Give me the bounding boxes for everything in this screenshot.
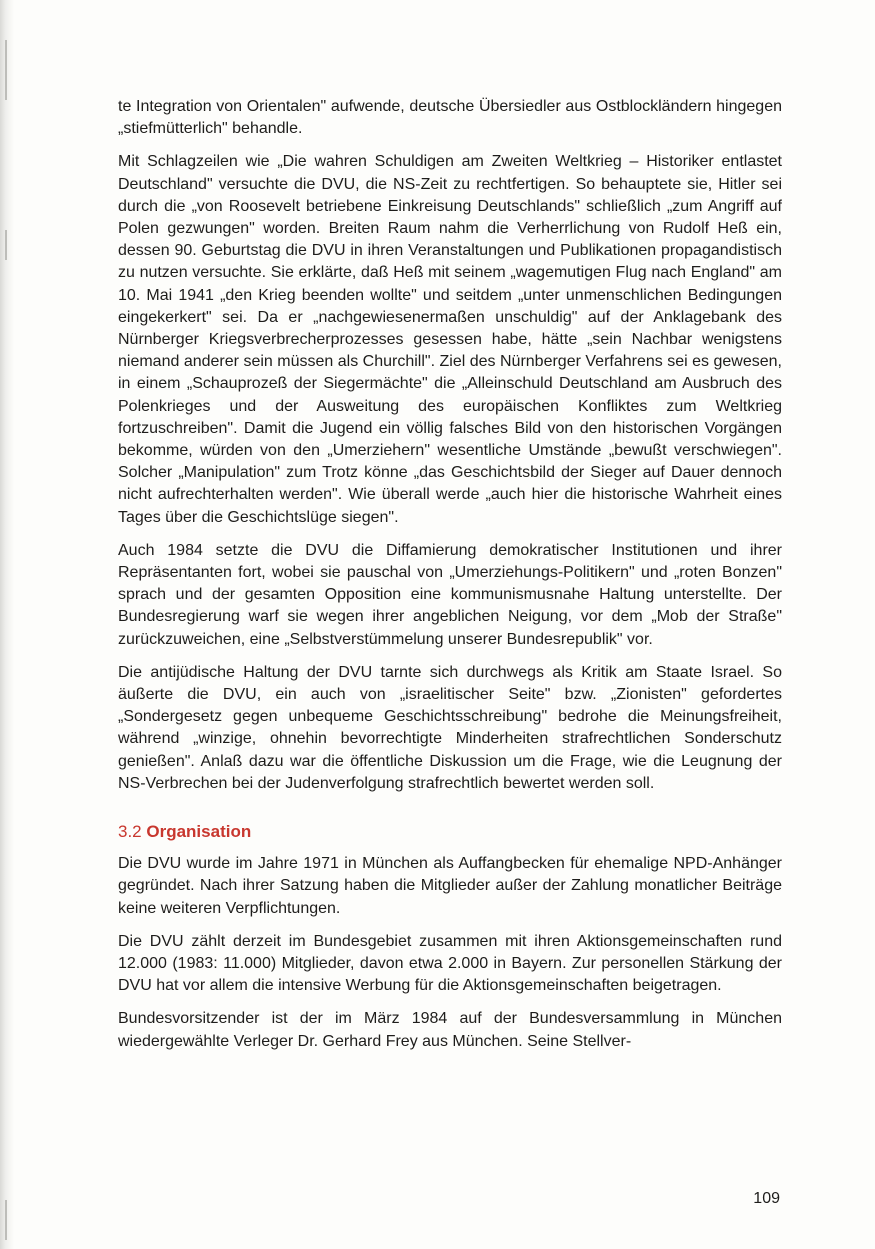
paragraph: Die DVU wurde im Jahre 1971 in München als Auffangbecken für ehemalige NPD-Anhänger gegründet. Nach ihrer Satzung haben die Mitglieder außer der Zahlung monatlicher Beiträge keine weiteren Verpflichtungen. xyxy=(118,855,782,917)
text-body xyxy=(118,96,782,1064)
section-number: 3.2 xyxy=(118,822,142,842)
page-binding-shadow xyxy=(0,0,14,1249)
paragraph: Auch 1984 setzte die DVU die Diffamierung demokratischer Institutionen und ihrer Repräsentanten fort, wobei sie pauschal von „Umerziehungs-Politikern" und „roten Bonzen" sprach und der gesamten Opposition eine kommunismusnahe Haltung unterstellte. Der Bundesregierung warf sie wegen ihrer angeblichen Neigung, vor dem „Mob der Straße" zurückzuweichen, eine „Selbstverstümmelung unserer Bundesrepublik" vor. xyxy=(118,541,782,648)
paragraph: te Integration von Orientalen" aufwende, deutsche Übersiedler aus Ostblockländern hingegen „stiefmütterlich" behandle. xyxy=(118,98,782,138)
scan-edge-mark xyxy=(5,230,7,260)
paragraph: Die antijüdische Haltung der DVU tarnte sich durchwegs als Kritik am Staate Israel. So äußerte die DVU, ein auch von „israelitischer Seite" bzw. „Zionisten" gefordertes „Sondergesetz gegen unbequeme Geschichtsschreibung" bedrohe die Meinungsfreiheit, während „winzige, ohnehin bevorrechtigte Minderheiten strafrechtlichen Sonderschutz genießen". Anlaß dazu war die öffentliche Diskussion um die Frage, wie die Leugnung der NS-Verbrechen bei der Judenverfolgung strafrechtlich bewertet werden soll. xyxy=(118,663,782,792)
paragraph: Die DVU zählt derzeit im Bundesgebiet zusammen mit ihren Aktionsgemeinschaften rund 12.000 (1983: 11.000) Mitglieder, davon etwa 2.000 in Bayern. Zur personellen Stärkung der DVU hat vor allem die intensive Werbung für die Aktionsgemeinschaften beigetragen. xyxy=(118,932,782,995)
scan-edge-mark xyxy=(5,40,7,100)
section-heading xyxy=(118,821,782,843)
page-number: 109 xyxy=(753,1190,780,1207)
section-title: Organisation xyxy=(146,822,252,842)
scan-edge-mark xyxy=(5,1200,7,1240)
paragraph: Mit Schlagzeilen wie „Die wahren Schuldigen am Zweiten Weltkrieg – Historiker entlastet Deutschland" versuchte die DVU, die NS-Zeit zu rechtfertigen. So behauptete sie, Hitler sei durch die „von Roosevelt betriebene Einkreisung Deutschlands" schließlich „zum Angriff auf Polen gezwungen" worden. Breiten Raum nahm die Verherrlichung von Rudolf Heß ein, dessen 90. Geburtstag die DVU in ihren Veranstaltungen und Publikationen propagandistisch zu nutzen versuchte. Sie erklärte, daß Heß mit seinem „wagemutigen Flug nach England" am 10. Mai 1941 „den Krieg beenden wollte" und seitdem „unter unmenschlichen Bedingungen eingekerkert" sei. Da er „nachgewiesenermaßen unschuldig" auf der Anklagebank des Nürnberger Kriegsverbrecherprozesses gesessen habe, hätte „sein Nachbar wenigstens niemand anderer sein müssen als Churchill". Ziel des Nürnberger Verfahrens sei es gewesen, in einem „Schauprozeß der Siegermächte" die „Alleinschuld Deutschland am Ausbruch des Polenkrieges und der Ausweitung des europäischen Konfliktes zum Weltkrieg fortzuschreiben". Damit die Jugend ein völlig falsches Bild von den historischen Vorgängen bekomme, würden von den „Umerziehern" wesentliche Umstände „bewußt verschwiegen". Solcher „Manipulation" zum Trotz könne „das Geschichtsbild der Sieger auf Dauer dennoch nicht aufrechterhalten werden". Wie überall werde „auch hier die historische Wahrheit eines Tages über die Geschichtslüge siegen". xyxy=(118,153,782,526)
paragraph: Bundesvorsitzender ist der im März 1984 auf der Bundesversammlung in München wiedergewählte Verleger Dr. Gerhard Frey aus München. Seine Stellver- xyxy=(118,1010,782,1050)
